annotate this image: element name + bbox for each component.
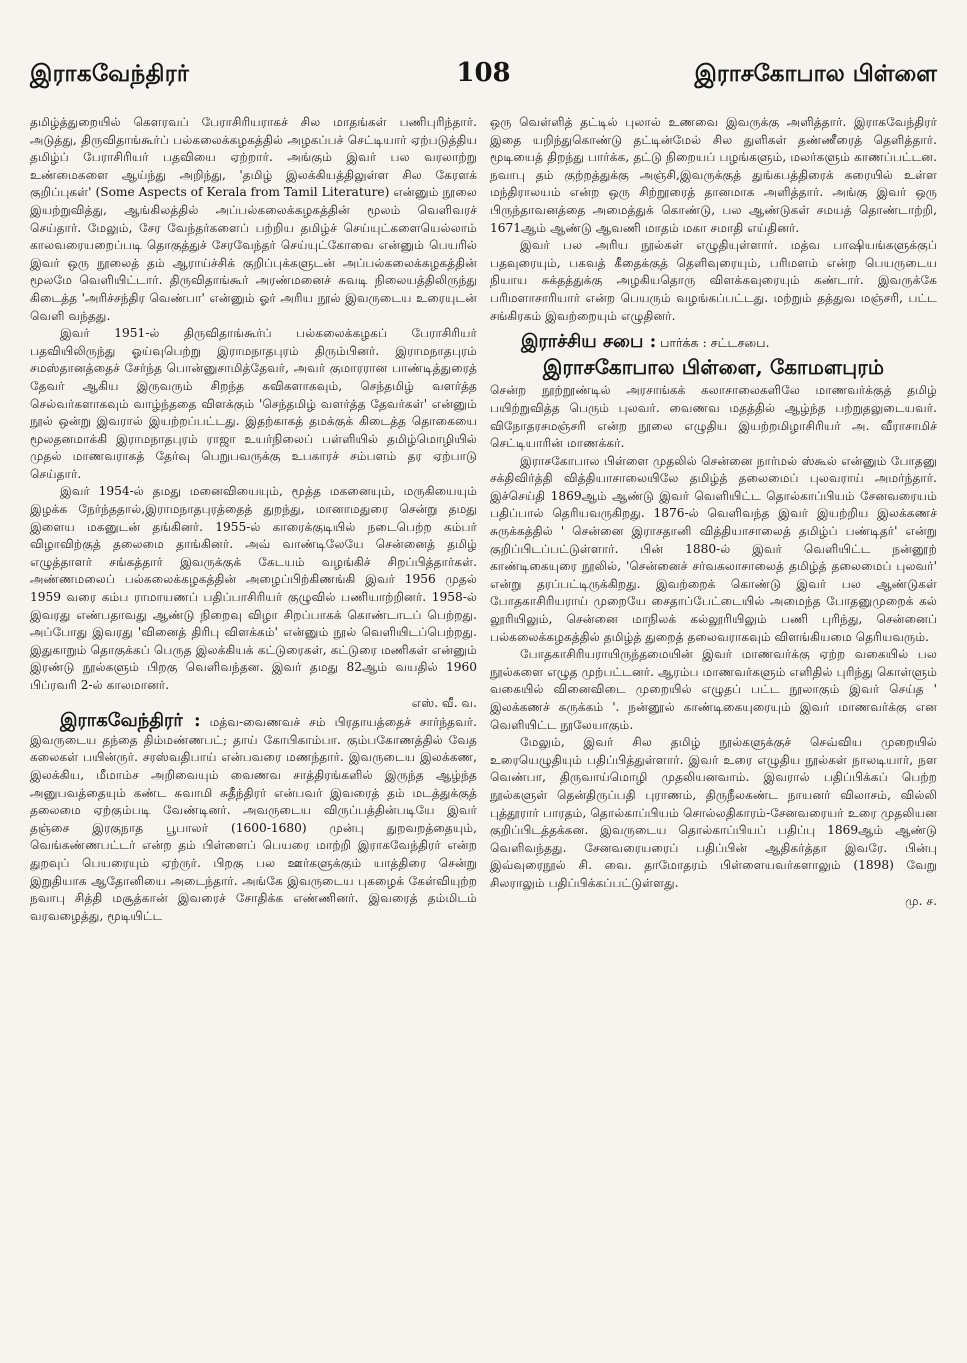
running-head-right: இராசகோபால பிள்ளை: [694, 60, 937, 87]
cross-reference: பார்க்க : சட்டசபை.: [660, 335, 770, 351]
entry-body: பிரதாயத்தைச் சார்ந்தவர். இவருடைய தந்தை திம்மண்ணபட்; தாய் கோபிகாம்பா. கும்பகோணத்தில் வேத கலைகள் பயின்ருர். சரஸ்வதிபாய் என்பவரை மணந்தார். இவருடைய இலக்கண, இலக்கிய, மீமாம்ச அறிவையும் வைணவ சாத்திரங்களில் இருந்த ஆழ்ந்த அனுபவத்தையும் கண்ட சுவாமி சுதீந்திரர் என்பவர் இவரைத் தம் மடத்துக்குத் தலைமை ஏற்கும்படி வேண்டினர். அவருடைய விருப்பத்தின்படியே இவர் தஞ்சை இரகுநாத பூபாலர் (1600-1680) முன்பு துறவறத்தையும், வெங்கண்ணபட்டர் என்ற தம் பிள்ளைப் பெயரை மாற்றி இராகவேந்திரர் என்ற துறவுப் பெயரையும் ஏற்ருர். பிறகு பல ஊர்களுக்கும் யாத்திரை சென்று இறுதியாக ஆதோனியை அடைந்தார். அங்கே இவருடைய புகழைக் கேள்வியுற்ற நவாபு சித்தி மசூத்கான் இவரைச் சோதிக்க எண்ணினர். இவரைத் தம்மிடம் வரவழைத்து, மூடியிட்ட: [30, 715, 477, 923]
entry-heading-rajagopala-pillai: இராசகோபால பிள்ளை, கோமளபுரம்: [542, 354, 885, 379]
paragraph: போதகாசிரியராயிருந்தமையின் இவர் மாணவர்க்கு ஏற்ற வகையில் பல நூல்களை எழுத முற்பட்டனர். ஆரம்ப மாணவர்களும் எளிதில் புரிந்து கொள்ளும் வகையில் வினைவிடை முறையில் எழுதப் பட்ட நூலாகும் இவர் செய்த ' இலக்கணச் சுருக்கம் '. நன்னூல் காண்டிகையுரையும் இவர் மாணவர்க்கு என வெளியிட்ட நூலேயாகும்.: [490, 647, 937, 732]
running-head-left: இராகவேந்திரர்: [30, 60, 190, 87]
author-initials: மு. ச.: [905, 893, 937, 908]
paragraph: இவர் 1954-ல் தமது மனைவியையும், மூத்த மகனையும், மருகியையும் இழக்க நேர்ந்ததால்,இராமநாதபுரத்தைத் துறந்து, மானாமதுரை சென்று தமது இளைய மகனுடன் தங்கினர். 1955-ல் காரைக்குடியில் நடைபெற்ற கம்பர் விழாவிற்குத் தலைமை தாங்கினர். அவ் வாண்டிலேயே சென்னைத் தமிழ் எழுத்தாளர் சங்கத்தார் இவருக்குக் கேடயம் வழங்கிச் சிறப்பித்தார்கள். அண்ணமலைப் பல்கலைக்கழகத்தின் அழைப்பிற்கிணங்கி இவர் 1956 முதல் 1959 வரை கம்ப ராமாயணப் பதிப்பாசிரியர் குழுவில் பணியாற்றினர். 1958-ல் இவரது எண்பதாவது ஆண்டு நிறைவு விழா சிறப்பாகக் கொண்டாடப் பெற்றது. அப்போது இவரது 'வினைத் திரிபு விளக்கம்' என்னும் நூல் வெளியிடப்பெற்றது. இதுகாறும் தொகுக்கப் பெருத இலக்கியக் கட்டுரைகள், கட்டுரை மணிகள் என்னும் இரண்டு நூல்களும் பிறகு வெளிவந்தன. இவர் தமது 82ஆம் வயதில் 1960 பிப்ரவரி 2-ல் காலமானர்.: [30, 484, 477, 692]
entry-heading: இராகவேந்திரர் :: [60, 710, 201, 732]
paragraph: தமிழ்த்துறையில் கௌரவப் பேராசிரியராகச் சில மாதங்கள் பணிபுரிந்தார். அடுத்து, திருவிதாங்கூர்ப் பல்கலைக்கழகத்தில் அழகப்பச் செட்டியார் ஏற்படுத்திய தமிழ்ப் பேராசிரியர் பதவியை ஏற்றார். அங்கும் இவர் பல வரலாற்று உண்மைகளை ஆய்ந்து அறிந்து, 'தமிழ் இலக்கியத்திலுள்ள சில கேரளக் குறிப்புகள்' (Some Aspects of Kerala from Tamil Literature) என்னும் நூலை இயற்றுவித்து, ஆங்கிலத்தில் அப்பல்கலைக்கழகத்தின் மூலம் வெளிவரச் செய்தார். மேலும், சேர வேந்தர்களைப் பற்றிய தமிழ்ச் செய்யுட்களையெல்லாம் காலவரையறைப்படி தொகுத்துச் சேரவேந்தர் செய்யுட்கோவை என்னும் பெயரில் இவர் ஒரு நூலைத் தம் ஆராய்ச்சிக் குறிப்புக்களுடன் அப்பல்கலைக்கழகத்தின் மூலமே வெளியிட்டார். திருவிதாங்கூர் அரண்மனைச் சுவடி நிலையத்திலிருந்து கிடைத்த 'அரிச்சந்திர வெண்பா' என்னும் ஓர் அரிய நூல் இவருடைய உரையுடன் வெளி வந்தது.: [30, 115, 477, 323]
author-initials: எஸ். வீ. வ.: [411, 695, 477, 710]
paragraph: இவர் பல அரிய நூல்கள் எழுதியுள்ளார். மத்வ பாஷியங்களுக்குப் பதவுரையும், பகவத் கீதைக்குத் தெளிவுரையும், பரிமளம் என்ற பெயருடைய நியாய சுக்தத்துக்கு அழகியதொரு விளக்கவுரையும் கண்டார். இவருக்கே பரிமளாசாரியார் என்ற பெயரும் வழங்கப்பட்டது. மற்றும் தத்துவ மஞ்சரி, பட்ட சங்கிரகம் இவற்றையும் எழுதினர்.: [490, 238, 937, 323]
two-column-body: [30, 114, 937, 925]
paragraph: இவர் 1951-ல் திருவிதாங்கூர்ப் பல்கலைக்கழகப் பேராசிரியர் பதவியிலிருந்து ஓய்வுபெற்று இராமநாதபுரம் திரும்பினர். இராமநாதபுரம் சமஸ்தானத்தைச் சேர்ந்த பொன்னுசாமித்தேவர், அவர் குமாரரான பாண்டித்துரைத் தேவர் ஆகிய இருவரும் சிறந்த கவிகளாகவும், செந்தமிழ் வளர்த்த செல்வர்களாகவும் வாழ்ந்ததை விளக்கும் 'செந்தமிழ் வளர்த்த தேவர்கள்' என்னும் நூல் ஒன்று இவரால் இயற்றப்பட்டது. இதற்காகத் தமக்குக் கிடைத்த தொகையை மூலதனமாக்கி இராமநாதபுரம் ராஜா உயர்நிலைப் பள்ளியில் தமிழ்மொழியில் முதல் மாணவராகத் தேர்வு பெறுபவருக்கு உபகாரச் சம்பளம் தர ஏற்பாடு செய்தார்.: [30, 326, 477, 481]
left-column: [30, 114, 477, 925]
entry-rajya-sabha: [490, 333, 937, 353]
right-column: [490, 114, 937, 925]
entry-heading: இராச்சிய சபை :: [521, 331, 657, 353]
paragraph: இராசகோபால பிள்ளை முதலில் சென்னை நார்மல் ஸ்கூல் என்னும் போதனு சக்திவிர்த்தி வித்தியாசாலையிலே தமிழ்த் தலைமைப் புலவராய் அமர்ந்தார். இச்செய்தி 1869ஆம் ஆண்டு இவர் வெளியிட்ட தொல்காப்பியம் சேனவரையம் பதிப்பால் தெரியவருகிறது. 1876-ல் வெளிவந்த இவர் இயற்றிய இலக்கணச் சுருக்கத்தில் ' சென்னை இராசதானி வித்தியாசாலைத் தமிழ்ப் பண்டிதர்' என்று குறிப்பிடப்பட்டுள்ளார். பின் 1880-ல் இவர் வெளியிட்ட நன்னூற் காண்டிகையுரை நூலில், 'சென்னைச் சர்வகலாசாலைத் தமிழ்த் தலைமைப் புலவர்' என்று தரப்பட்டிருக்கிறது. இவற்றைக் கொண்டு இவர் பல ஆண்டுகள் போதகாசிரியராய் முறையே சைதாப்பேட்டையில் அமைந்த போதனுமுறைக் கல் லூரியிலும், சென்னை மாநிலக் கல்லூரியிலும் பணி புரிந்து, சென்னைப் பல்கலைக்கழகத்தில் தமிழ்த் துறைத் தலைவராகவும் விளங்கியமை தெரியவரும்.: [490, 453, 937, 644]
entry-heading-continuation: மத்வ-வைணவச் சம்: [209, 715, 326, 730]
page-number: 108: [456, 58, 511, 88]
page-header: [30, 60, 937, 94]
paragraph: மேலும், இவர் சில தமிழ் நூல்களுக்குச் செவ்விய முறையில் உரையெழுதியும் பதிப்பித்துள்ளார். இவர் உரை எழுதிய நூல்கள் நாலடியார், நள வெண்பா, திருவாய்மொழி முதலியனவாம். இவரால் பதிப்பிக்கப் பெற்ற நூல்களுள் தென்திருப்பதி புராணம், திருநீலகண்ட நாயனர் விலாசம், வில்லி புத்தூரார் பாரதம், தொல்காப்பியம் சொல்லதிகாரம்-சேனவரையர் உரை முதலியன குறிப்பிடத்தக்கன. இவருடைய தொல்காப்பியப் பதிப்பு 1869ஆம் ஆண்டு வெளிவந்தது. சேனவரையரைப் பதிப்பின் ஆதிகர்த்தா இவரே. பின்பு இவ்வுரைநூல் சி. வை. தாமோதரம் பிள்ளையவர்களாலும் (1898) வேறு சிலராலும் பதிப்பிக்கப்பட்டுள்ளது.: [490, 735, 937, 890]
paragraph: சென்ற நூற்றூண்டில் அரசாங்கக் கலாசாலைகளிலே மாணவர்க்குத் தமிழ் பயிற்றுவித்த பெரும் புலவர். வைணவ மதத்தில் ஆழ்ந்த பற்றுதலுடையவர். விநோதரசமஞ்சரி என்ற நூலை எழுதிய இயற்றமிழாசிரியர் அ. வீராசாமிச் செட்டியாரின் மாணக்கர்.: [490, 383, 937, 451]
entry-raghavendrar: [30, 712, 477, 925]
paragraph: ஒரு வெள்ளித் தட்டில் புலால் உணவை இவருக்கு அளித்தார். இராகவேந்திரர் இதை யறிந்துகொண்டு தட்டின்மேல் சில துளிகள் தண்ணீரைத் தெளித்தார். மூடியைத் திறந்து பார்க்க, தட்டு நிறையப் பழங்களும், மலர்களும் காணப்பட்டன. நவாபு தம் குற்றத்துக்கு அஞ்சி,இவருக்குத் துங்கபத்திரைக் கரையில் உள்ள மந்திராலயம் என்ற ஒரு சிற்றூரைத் தானமாக அளித்தார். அங்கு இவர் ஒரு பிருந்தாவனத்தை அமைத்துக் கொண்டு, பல ஆண்டுகள் சமயத் தொண்டாற்றி, 1671ஆம் ஆண்டு ஆவணி மாதம் மகா சமாதி எய்தினர்.: [490, 115, 937, 235]
